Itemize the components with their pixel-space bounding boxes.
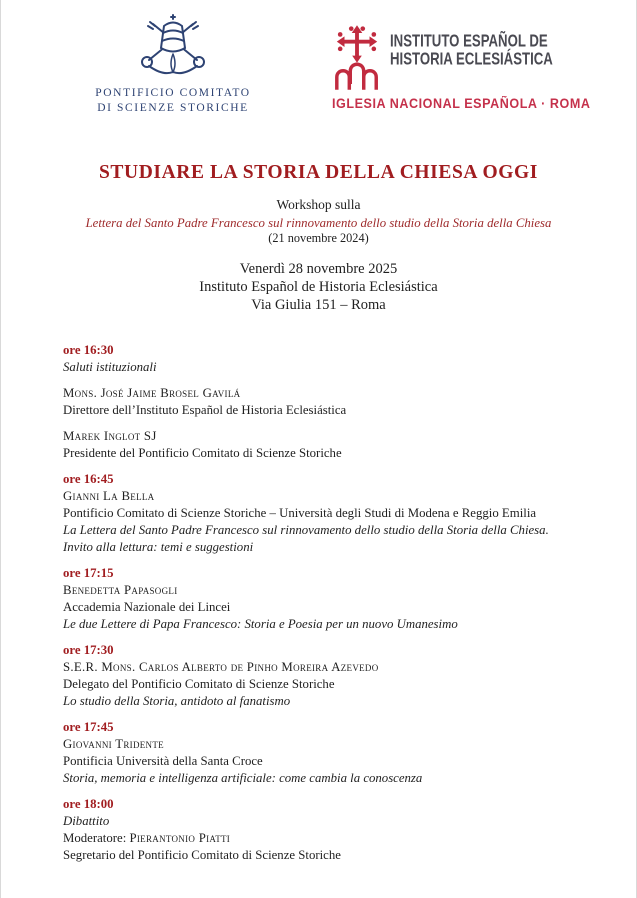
event-subtitle-letter: Lettera del Santo Padre Francesco sul rinnovamento dello studio della Storia della Chiesa bbox=[85, 216, 552, 230]
event-subtitle-date-2024: (21 novembre 2024) bbox=[268, 231, 369, 245]
program-line: Delegato del Pontificio Comitato di Scienze Storiche bbox=[63, 677, 335, 691]
program-line: Invito alla lettura: temi e suggestioni bbox=[63, 540, 254, 554]
session-time: ore 17:15 bbox=[63, 566, 114, 580]
instituto-espanol-logo bbox=[332, 24, 591, 111]
left-logo-line2: DI SCIENZE STORICHE bbox=[97, 102, 249, 114]
program bbox=[63, 342, 596, 864]
left-logo-line1: PONTIFICIO COMITATO bbox=[95, 87, 251, 99]
pontificio-comitato-logo bbox=[59, 14, 287, 116]
program-line: Dibattito bbox=[63, 814, 110, 828]
moderator-name: Pierantonio Piatti bbox=[129, 831, 231, 845]
program-line: La Lettera del Santo Padre Francesco sul rinnovamento dello studio della Storia della Chiesa. bbox=[63, 523, 549, 537]
program-line: Presidente del Pontificio Comitato di Scienze Storiche bbox=[63, 446, 342, 460]
program-line bbox=[63, 830, 596, 847]
program-line: Le due Lettere di Papa Francesco: Storia e Poesia per un nuovo Umanesimo bbox=[63, 617, 458, 631]
event-when-block bbox=[1, 260, 636, 314]
event-address: Via Giulia 151 – Roma bbox=[251, 297, 386, 313]
session-time: ore 17:30 bbox=[63, 643, 114, 657]
program-session bbox=[63, 471, 596, 556]
papal-tiara-crossed-keys-icon bbox=[133, 14, 213, 80]
program-session bbox=[63, 342, 596, 462]
program-line: Saluti istituzionali bbox=[63, 360, 157, 374]
program-session bbox=[63, 565, 596, 633]
program-line: Giovanni Tridente bbox=[63, 737, 164, 751]
session-time: ore 16:30 bbox=[63, 343, 114, 357]
program-line: Pontificia Università della Santa Croce bbox=[63, 754, 263, 768]
event-title: STUDIARE LA STORIA DELLA CHIESA OGGI bbox=[98, 162, 538, 183]
program-line: Direttore dell’Instituto Español de Historia Eclesiástica bbox=[63, 403, 347, 417]
program-session bbox=[63, 719, 596, 787]
program-line: S.E.R. Mons. Carlos Alberto de Pinho Moreira Azevedo bbox=[63, 660, 379, 674]
program-line: Gianni La Bella bbox=[63, 489, 155, 503]
right-logo-line3: IGLESIA NACIONAL ESPAÑOLA · ROMA bbox=[332, 96, 591, 111]
program-line: Marek Inglot SJ bbox=[63, 429, 157, 443]
program-line: Pontificio Comitato di Scienze Storiche – Università degli Studi di Modena e Reggio Emilia bbox=[63, 506, 537, 520]
program-session bbox=[63, 642, 596, 710]
session-time: ore 17:45 bbox=[63, 720, 114, 734]
program-line: Benedetta Papasogli bbox=[63, 583, 178, 597]
program-line: Storia, memoria e intelligenza artificiale: come cambia la conoscenza bbox=[63, 771, 423, 785]
event-subtitle-workshop: Workshop sulla bbox=[276, 197, 361, 212]
session-time: ore 16:45 bbox=[63, 472, 114, 486]
program-line: Accademia Nazionale dei Lincei bbox=[63, 600, 231, 614]
cross-and-arches-icon bbox=[332, 24, 382, 92]
event-venue: Instituto Español de Historia Eclesiástica bbox=[199, 279, 438, 295]
program-line: Mons. José Jaime Brosel Gavilá bbox=[63, 386, 241, 400]
event-date: Venerdì 28 novembre 2025 bbox=[239, 261, 398, 277]
moderator-prefix: Moderatore: bbox=[63, 831, 130, 845]
program-line: Segretario del Pontificio Comitato di Scienze Storiche bbox=[63, 848, 341, 862]
program-line: Lo studio della Storia, antidoto al fanatismo bbox=[63, 694, 291, 708]
session-time: ore 18:00 bbox=[63, 797, 114, 811]
program-session bbox=[63, 796, 596, 864]
right-logo-line2: HISTORIA ECLESIÁSTICA bbox=[390, 50, 553, 69]
right-logo-line1: INSTITUTO ESPAÑOL DE bbox=[390, 32, 548, 51]
